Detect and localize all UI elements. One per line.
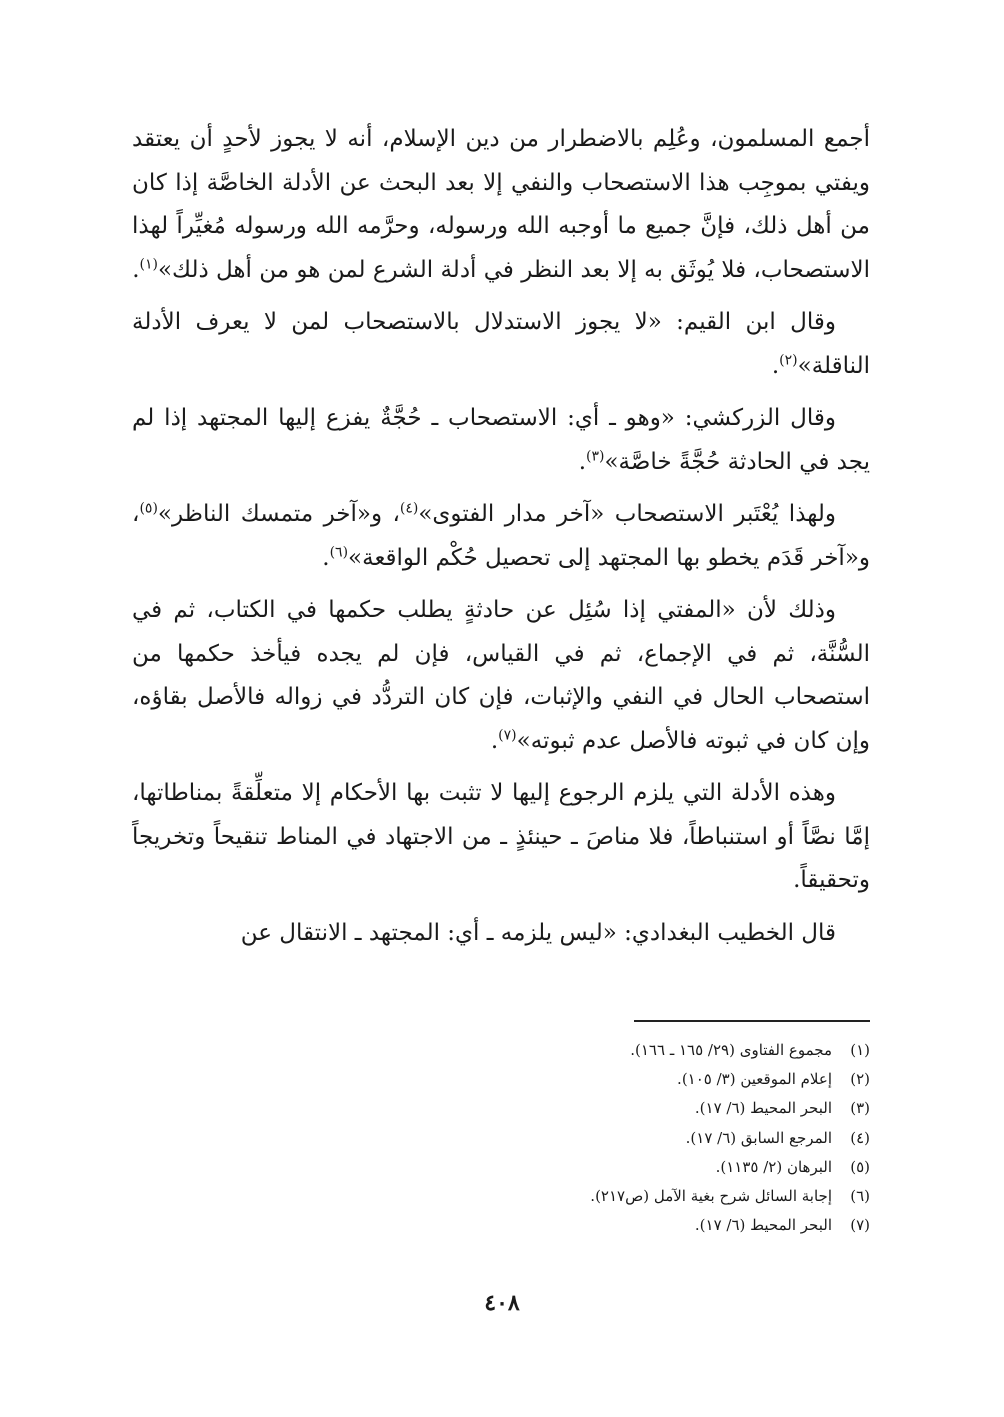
footnote-number: (٦) bbox=[850, 1187, 870, 1206]
footnote-item bbox=[132, 1153, 870, 1182]
footnote-number: (٧) bbox=[850, 1216, 870, 1235]
paragraph-7: قال الخطيب البغدادي: «ليس يلزمه ـ أي: المجتهد ـ الانتقال عن bbox=[240, 919, 836, 946]
footnote-number: (١) bbox=[850, 1041, 870, 1059]
footnote-ref-6: (٦) bbox=[329, 543, 349, 560]
footnote-text: البحر المحيط (٦/ ١٧). bbox=[694, 1099, 832, 1118]
body-text bbox=[132, 118, 870, 964]
paragraph-2: وقال ابن القيم: «لا يجوز الاستدلال بالاستصحاب لمن لا يعرف الأدلة الناقلة»$^{(٢)}$. bbox=[132, 309, 870, 379]
footnote-ref-7: (٧) bbox=[498, 726, 517, 743]
footnote-ref-3: (٣) bbox=[586, 447, 605, 464]
footnote-text: المرجع السابق (٦/ ١٧). bbox=[685, 1128, 832, 1147]
footnote-item bbox=[132, 1182, 870, 1211]
footnotes-list bbox=[132, 1036, 870, 1240]
page-number: ٤٠٨ bbox=[484, 1290, 520, 1316]
footnote-ref-4: (٤) bbox=[399, 500, 419, 517]
footnote-number: (٤) bbox=[850, 1128, 870, 1147]
paragraph-6: وهذه الأدلة التي يلزم الرجوع إليها لا تثبت بها الأحكام إلا متعلِّقةً بمناطاتها، إمَّا نصَّاً أو استنباطاً، فلا مناصَ ـ حينئذٍ ـ من الاجتهاد في المناط تنقيحاً وتخريجاً وتحقيقاً. bbox=[132, 780, 870, 893]
footnote-item bbox=[132, 1036, 870, 1065]
paragraph-3: وقال الزركشي: «وهو ـ أي: الاستصحاب ـ حُجَّةٌ يفزع إليها المجتهد إذا لم يجد في الحادثة حُجَّةً خاصَّة»$^{(٣)}$. bbox=[132, 405, 870, 475]
footnote-text: إجابة السائل شرح بغية الآمل (ص٢١٧). bbox=[590, 1187, 832, 1206]
paragraph-4: ولهذا يُعْتَبر الاستصحاب «آخر مدار الفتوى»$^{(٤)}$، و«آخر متمسك الناظر»$^{(٥)}$، و«آخر قَدَم يخطو بها المجتهد إلى تحصيل حُكْم الواقعة»$^{(٦)}$. bbox=[132, 500, 870, 571]
footnote-item bbox=[132, 1124, 870, 1153]
paragraph-1: أجمع المسلمون، وعُلِم بالاضطرار من دين الإسلام، أنه لا يجوز لأحدٍ أن يعتقد ويفتي بموجِب هذا الاستصحاب والنفي إلا بعد البحث عن الأدلة الخاصَّة إذا كان من أهل ذلك، فإنَّ جميع ما أوجبه الله ورسوله، وحرَّمه الله ورسوله مُغيِّراً لهذا الاستصحاب، فلا يُوثَق به إلا بعد النظر في أدلة الشرع لمن هو من أهل ذلك»$^{(١)}$. bbox=[132, 126, 870, 283]
paragraph-5: وذلك لأن «المفتي إذا سُئِل عن حادثةٍ يطلب حكمها في الكتاب، ثم في السُّنَّة، ثم في الإجماع، ثم في القياس، فإن لم يجده فيأخذ حكمها من استصحاب الحال في النفي والإثبات، فإن كان التردُّد في زواله فالأصل بقاؤه، وإن كان في ثبوته فالأصل عدم ثبوته»$^{(٧)}$. bbox=[132, 597, 870, 754]
footnote-item bbox=[132, 1094, 870, 1123]
footnote-text: إعلام الموقعين (٣/ ١٠٥). bbox=[677, 1070, 832, 1089]
footnote-text: البرهان (٢/ ١١٣٥). bbox=[715, 1157, 832, 1176]
footnote-number: (٢) bbox=[850, 1070, 870, 1089]
footnote-item bbox=[132, 1065, 870, 1094]
footnote-ref-5: (٥) bbox=[139, 500, 158, 517]
footnote-text: البحر المحيط (٦/ ١٧). bbox=[694, 1216, 832, 1235]
footnote-ref-2: (٢) bbox=[779, 351, 798, 368]
footnote-number: (٥) bbox=[850, 1157, 870, 1176]
footnote-text: مجموع الفتاوى (٢٩/ ١٦٥ ـ ١٦٦). bbox=[630, 1041, 832, 1059]
footnote-separator bbox=[634, 1020, 870, 1022]
footnote-item bbox=[132, 1211, 870, 1240]
footnote-number: (٣) bbox=[850, 1099, 870, 1118]
footnote-ref-1: (١) bbox=[139, 255, 158, 272]
